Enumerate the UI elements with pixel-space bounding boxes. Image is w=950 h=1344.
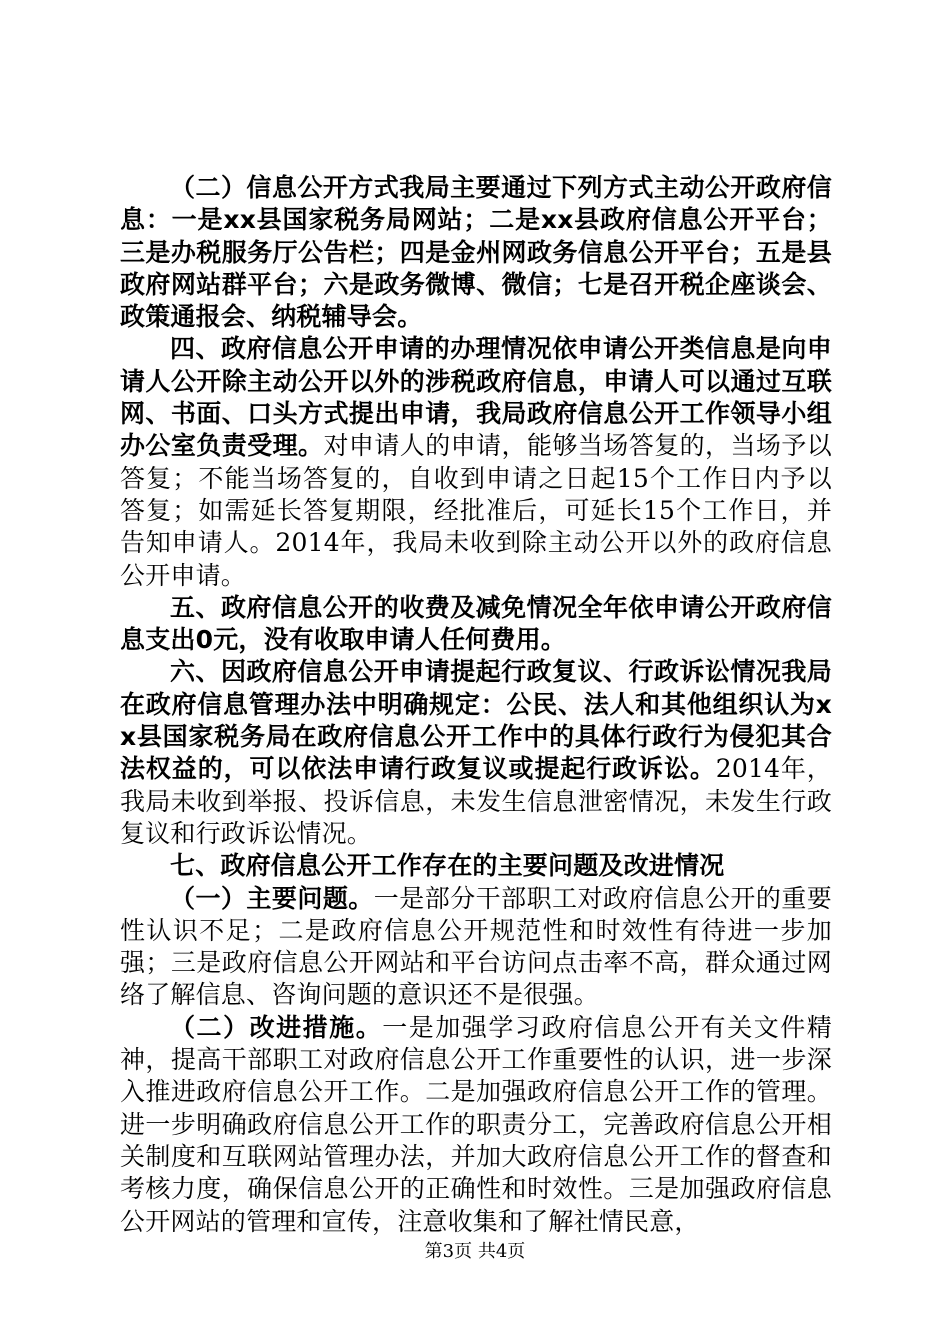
paragraph-text: 2014年，我局未收到举报、投诉信息，未发生信息泄密情况，未发生行政复议和行政诉讼情况。	[120, 754, 832, 848]
paragraph-heading: （二）改进措施。	[170, 1012, 383, 1042]
document-body	[120, 172, 832, 1238]
paragraph-heading: 七、政府信息公开工作存在的主要问题及改进情况	[170, 851, 725, 881]
paragraph-heading: 四、政府信息公开申请的办理情况依申请公开类信息是向申请人公开除主动公开以外的涉税政府信息，申请人可以通过互联网、书面、口头方式提出申请，我局政府信息公开工作领导小组办公室负责受理。	[120, 334, 832, 461]
paragraph-heading: 五、政府信息公开的收费及减免情况全年依申请公开政府信息支出0元，没有收取申请人任何费用。	[120, 592, 832, 655]
paragraph-heading: 六、因政府信息公开申请提起行政复议、行政诉讼情况我局在政府信息管理办法中明确规定：公民、法人和其他组织认为xx县国家税务局在政府信息公开工作中的具体行政行为侵犯其合法权益的，可以依法申请行政复议或提起行政诉讼。	[120, 657, 832, 784]
page-number-footer: 第3页 共4页	[424, 1241, 526, 1262]
paragraph-text: 一是加强学习政府信息公开有关文件精神，提高干部职工对政府信息公开工作重要性的认识，进一步深入推进政府信息公开工作。二是加强政府信息公开工作的管理。进一步明确政府信息公开工作的职责分工，完善政府信息公开相关制度和互联网站管理办法，并加大政府信息公开工作的督查和考核力度，确保信息公开的正确性和时效性。三是加强政府信息公开网站的管理和宣传，注意收集和了解社情民意，	[120, 1012, 832, 1236]
paragraph-section-six	[120, 656, 832, 850]
paragraph-section-four	[120, 333, 832, 591]
paragraph-text: 对申请人的申请，能够当场答复的，当场予以答复；不能当场答复的，自收到申请之日起15个工作日内予以答复；如需延长答复期限，经批准后，可延长15个工作日，并告知申请人。2014年，我局未收到除主动公开以外的政府信息公开申请。	[120, 431, 832, 590]
paragraph-improvement-measures	[120, 1012, 832, 1238]
paragraph-heading: （一）主要问题。	[170, 883, 374, 913]
paragraph-disclosure-methods	[120, 172, 832, 333]
paragraph-section-seven	[120, 850, 832, 882]
paragraph-text: 一是部分干部职工对政府信息公开的重要性认识不足；二是政府信息公开规范性和时效性有待进一步加强；三是政府信息公开网站和平台访问点击率不高，群众通过网络了解信息、咨询问题的意识还不是很强。	[120, 883, 832, 1010]
paragraph-main-problems	[120, 883, 832, 1012]
paragraph-section-five	[120, 592, 832, 657]
paragraph-heading: （二）信息公开方式我局主要通过下列方式主动公开政府信息：一是xx县国家税务局网站；二是xx县政府信息公开平台；三是办税服务厅公告栏；四是金州网政务信息公开平台；五是县政府网站群平台；六是政务微博、微信；七是召开税企座谈会、政策通报会、纳税辅导会。	[120, 173, 832, 332]
